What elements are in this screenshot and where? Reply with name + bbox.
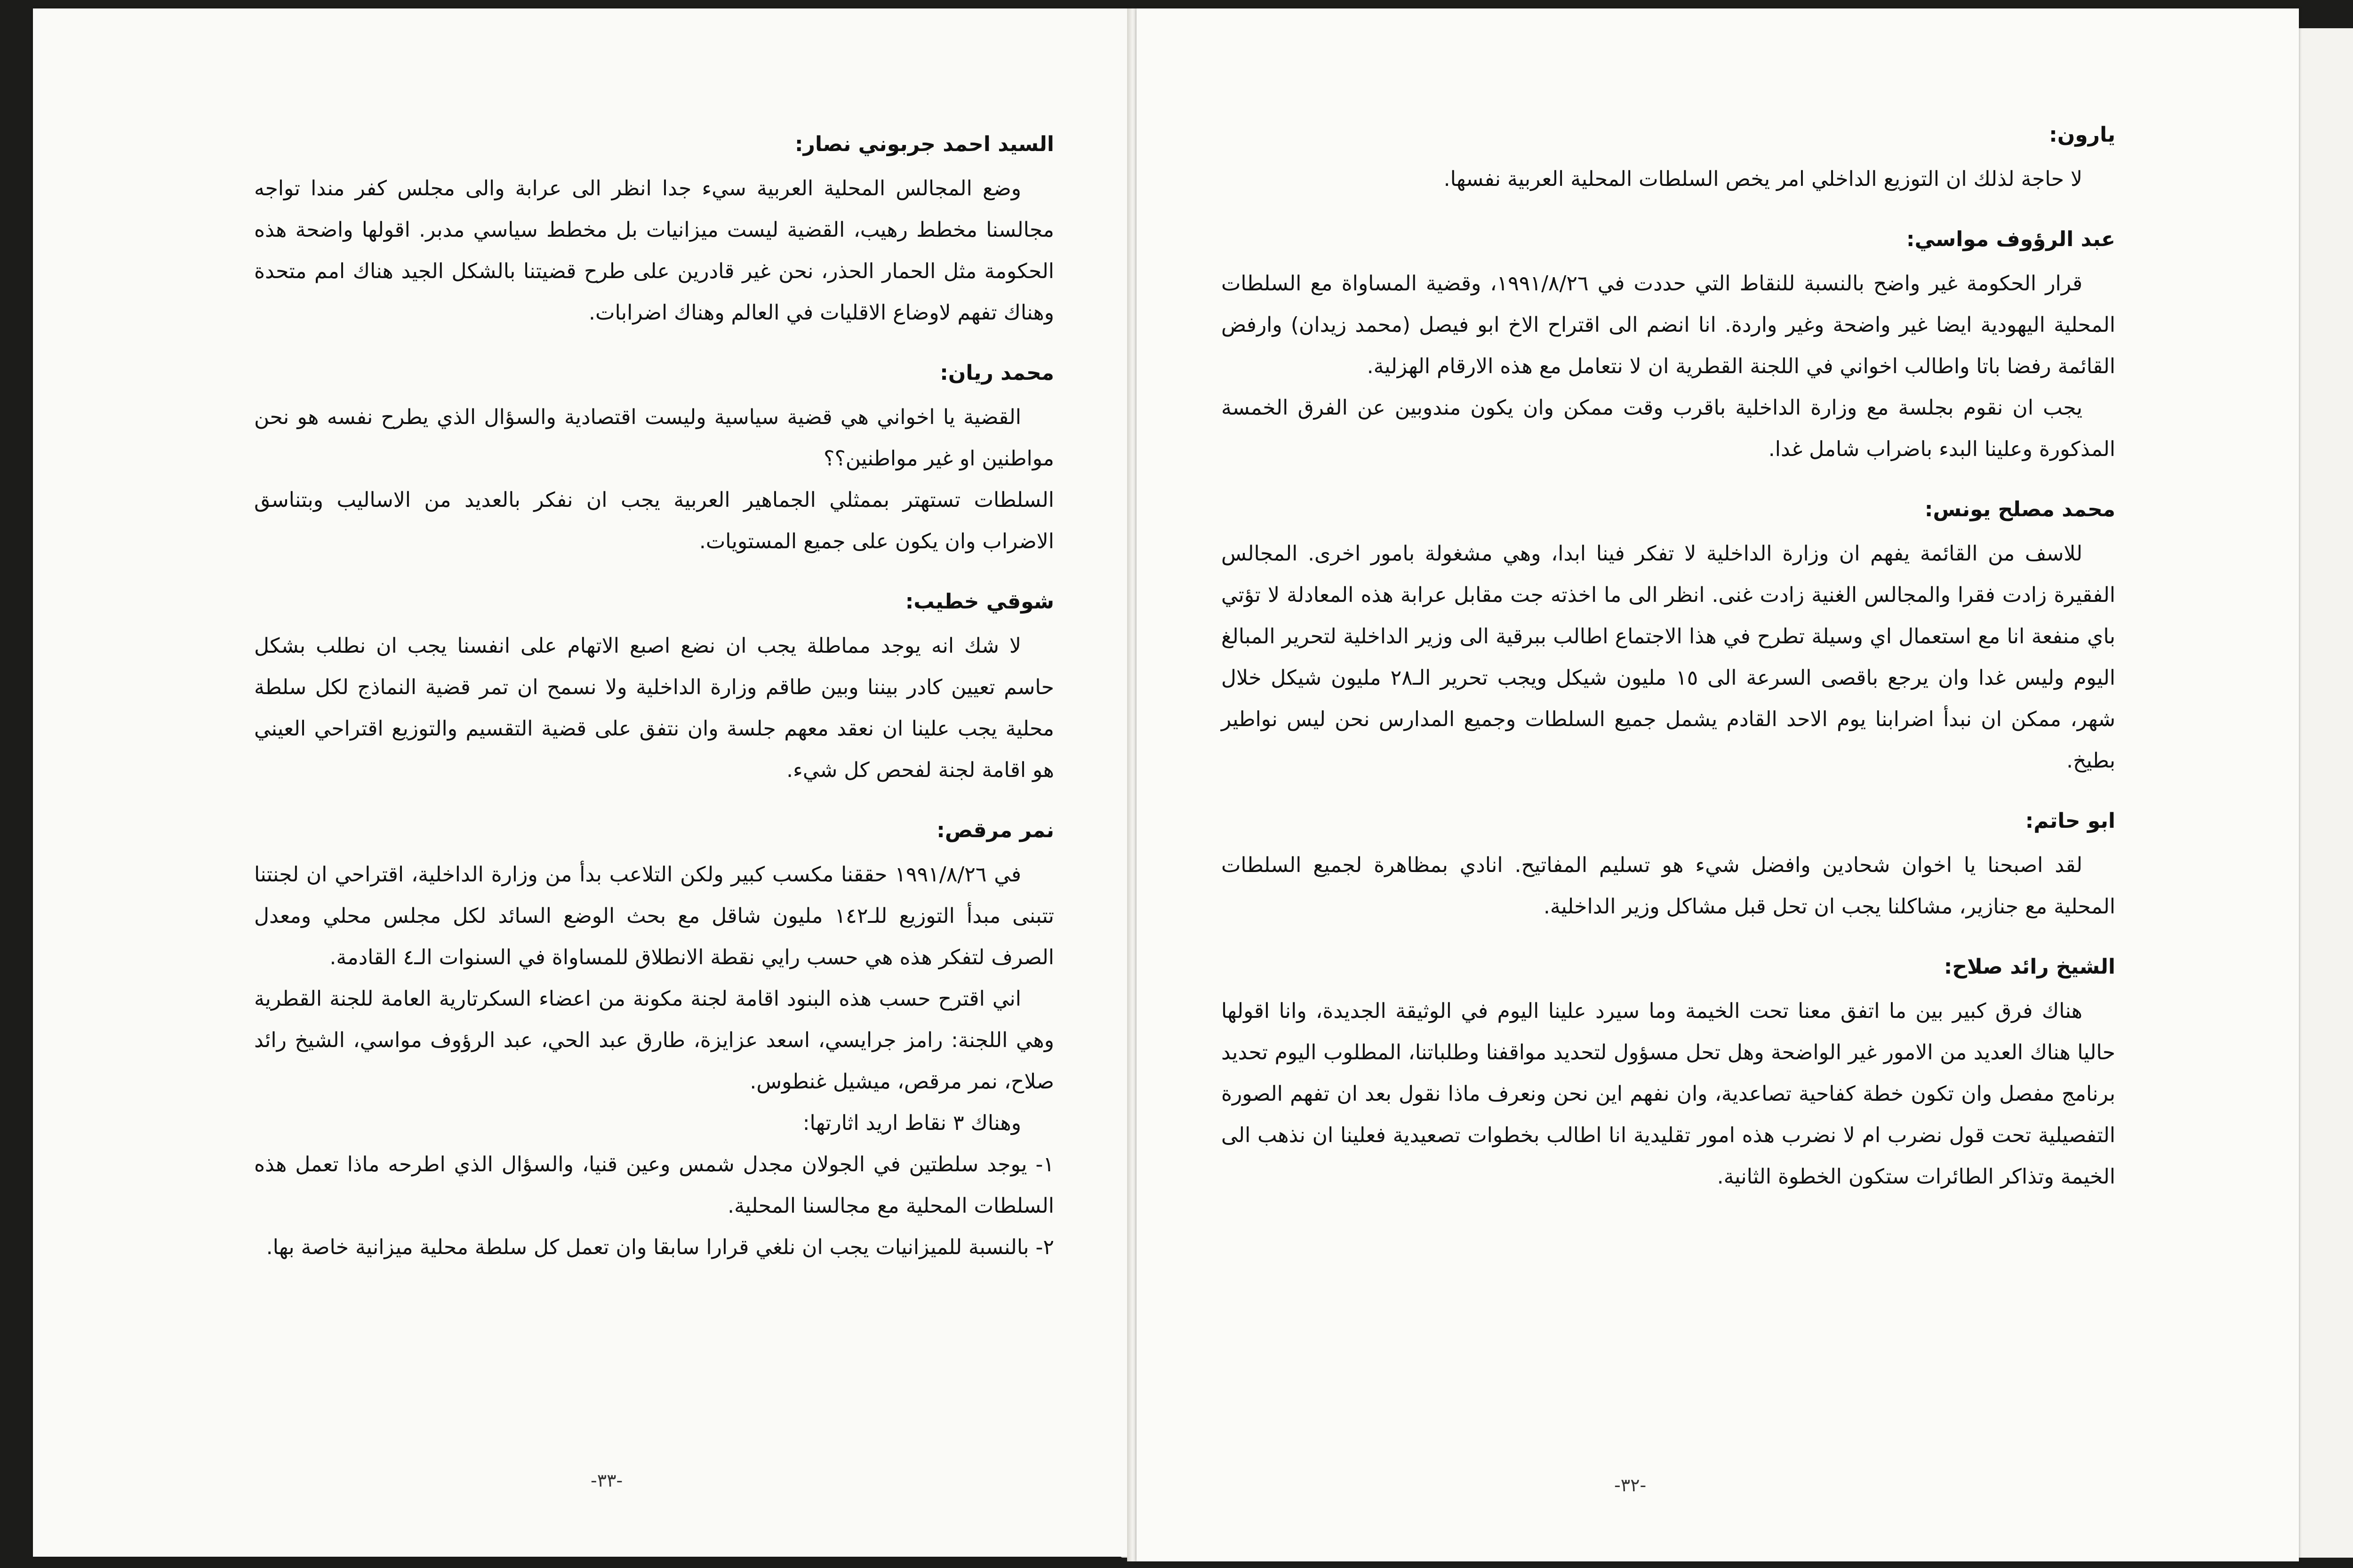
speech-paragraph: وضع المجالس المحلية العربية سيء جدا انظر الى عرابة والى مجلس كفر مندا تواجه مجالسنا مخطط رهيب، القضية ليست ميزانيات بل مخطط سياسي مدبر. اقولها واضحة هذه الحكومة مثل الحمار الحذر، نحن غير قادرين على طرح قضيتنا بالشكل الجيد هناك امم متحدة وهناك تفهم لاوضاع الاقليات في العالم وهناك اضرابات. [254,176,1054,325]
speech-block [1221,800,2115,928]
speaker-name: شوقي خطيب: [905,590,1054,614]
speech-paragraph: في ١٩٩١/٨/٢٦ حققنا مكسب كبير ولكن التلاعب بدأ من وزارة الداخلية، اقتراحي ان لجنتنا تتبنى مبدأ التوزيع للـ١٤٢ مليون شاقل مع بحث الوضع السائد لكل مجلس محلي ومعدل الصرف لتفكر هذه هي حسب رايي نقطة الانطلاق للمساواة في السنوات الـ٤ القادمة. [254,863,1054,969]
numbered-point: ١- يوجد سلطتين في الجولان مجدل شمس وعين قنيا، والسؤال الذي اطرحه ماذا تعمل هذه السلطات المحلية مع مجالسنا المحلية. [254,1152,1054,1218]
speech-block [1221,489,2115,782]
speech-paragraph: لا حاجة لذلك ان التوزيع الداخلي امر يخص السلطات المحلية العربية نفسها. [1443,167,2082,191]
speech-block [254,810,1054,1268]
numbered-point: ٢- بالنسبة للميزانيات يجب ان نلغي قرارا سابقا وان تعمل كل سلطة محلية ميزانية خاصة بها. [266,1235,1054,1259]
speech-block [254,124,1054,334]
speech-paragraph: اني اقترح حسب هذه البنود اقامة لجنة مكونة من اعضاء السكرتارية العامة للجنة القطرية وهي اللجنة: رامز جرايسي، اسعد عزايزة، طارق عبد الحي، عبد الرؤوف مواسي، الشيخ رائد صلاح، نمر مرقص، ميشيل غنطوس. [254,987,1054,1094]
speaker-name: ابو حاتم: [2025,809,2115,833]
left-page-text [254,124,1054,1287]
right-page-text [1221,114,2115,1216]
speaker-name: نمر مرقص: [936,818,1054,842]
speech-paragraph: وهناك ٣ نقاط اريد اثارتها: [802,1111,1021,1135]
speech-block [1221,946,2115,1198]
page-number: -٣٣- [591,1470,623,1491]
speaker-name: محمد مصلح يونس: [1924,497,2115,521]
speech-paragraph: يجب ان نقوم بجلسة مع وزارة الداخلية باقرب وقت ممكن وان يكون مندوبين عن الفرق الخمسة المذكورة وعلينا البدء باضراب شامل غدا. [1221,396,2115,461]
speech-paragraph: هناك فرق كبير بين ما اتفق معنا تحت الخيمة وما سيرد علينا اليوم في الوثيقة الجديدة، وانا اقولها حاليا هناك العديد من الامور غير الواضحة وهل تحل مسؤول لتحديد مواقفنا وطلباتنا، المطلوب اليوم تحديد برنامج مفصل وان تكون خطة كفاحية تصاعدية، وان نفهم اين نحن ونعرف ماذا نقول بعد ان تفهم الصورة التفصيلية تحت قول نضرب ام لا نضرب هذه امور تقليدية انا اطالب بخطوات تصعيدية فعلينا ان نذهب الى الخيمة وتذاكر الطائرات ستكون الخطوة الثانية. [1221,999,2115,1189]
speaker-name: عبد الرؤوف مواسي: [1906,227,2115,251]
speech-paragraph: القضية يا اخواني هي قضية سياسية وليست اقتصادية والسؤال الذي يطرح نفسه هو نحن مواطنين او غير مواطنين؟؟ [254,405,1054,471]
speech-paragraph: لقد اصبحنا يا اخوان شحادين وافضل شيء هو تسليم المفاتيح. انادي بمظاهرة لجميع السلطات المحلية مع جنازير، مشاكلنا يجب ان تحل قبل مشاكل وزير الداخلية. [1221,853,2115,919]
speech-paragraph: قرار الحكومة غير واضح بالنسبة للنقاط التي حددت في ١٩٩١/٨/٢٦، وقضية المساواة مع السلطات المحلية اليهودية ايضا غير واضحة وغير واردة. انا انضم الى اقتراح الاخ ابو فيصل (محمد زيدان) وارفض القائمة رفضا باتا واطالب اخواني في اللجنة القطرية ان لا نتعامل مع هذه الارقام الهزلية. [1221,272,2115,378]
speaker-name: محمد ريان: [940,361,1054,385]
left-page [33,8,1129,1557]
speech-paragraph: للاسف من القائمة يفهم ان وزارة الداخلية لا تفكر فينا ابدا، وهي مشغولة بامور اخرى. المجالس الفقيرة زادت فقرا والمجالس الغنية زادت غنى. انظر الى ما اخذته جت مقابل عرابة هذه المعادلة لا تؤتي باي منفعة انا مع استعمال اي وسيلة تطرح في هذا الاجتماع اطالب ببرقية الى وزير الداخلية لتحرير المبالغ اليوم وليس غدا وان يرجع باقصى السرعة الى ١٥ مليون شيكل ويجب تحرير الـ٢٨ مليون شيكل خلال شهر، ممكن ان نبدأ اضرابنا يوم الاحد القادم يشمل جميع السلطات وجميع المدارس نحن ليس نواطير بطيخ. [1221,542,2115,773]
page-number: -٣٢- [1614,1475,1647,1496]
speech-block [1221,219,2115,470]
speech-paragraph: السلطات تستهتر بممثلي الجماهير العربية يجب ان نفكر بالعديد من الاساليب وبتناسق الاضراب وان يكون على جميع المستويات. [254,488,1054,553]
speaker-name: يارون: [2049,123,2115,147]
speech-block [254,352,1054,562]
speaker-name: السيد احمد جربوني نصار: [795,132,1054,156]
speech-block [1221,114,2115,200]
speaker-name: الشيخ رائد صلاح: [1944,955,2115,979]
speech-paragraph: لا شك انه يوجد مماطلة يجب ان نضع اصبع الاتهام على انفسنا يجب ان نطلب بشكل حاسم تعيين كادر بيننا وبين طاقم وزارة الداخلية ولا نسمح ان تمر قضية النماذج لكل سلطة محلية يجب علينا ان نعقد معهم جلسة وان نتفق على قضية التقسيم والتوزيع اقتراحي العيني هو اقامة لجنة لفحص كل شيء. [254,634,1054,782]
speech-block [254,581,1054,791]
right-page [1136,8,2299,1561]
